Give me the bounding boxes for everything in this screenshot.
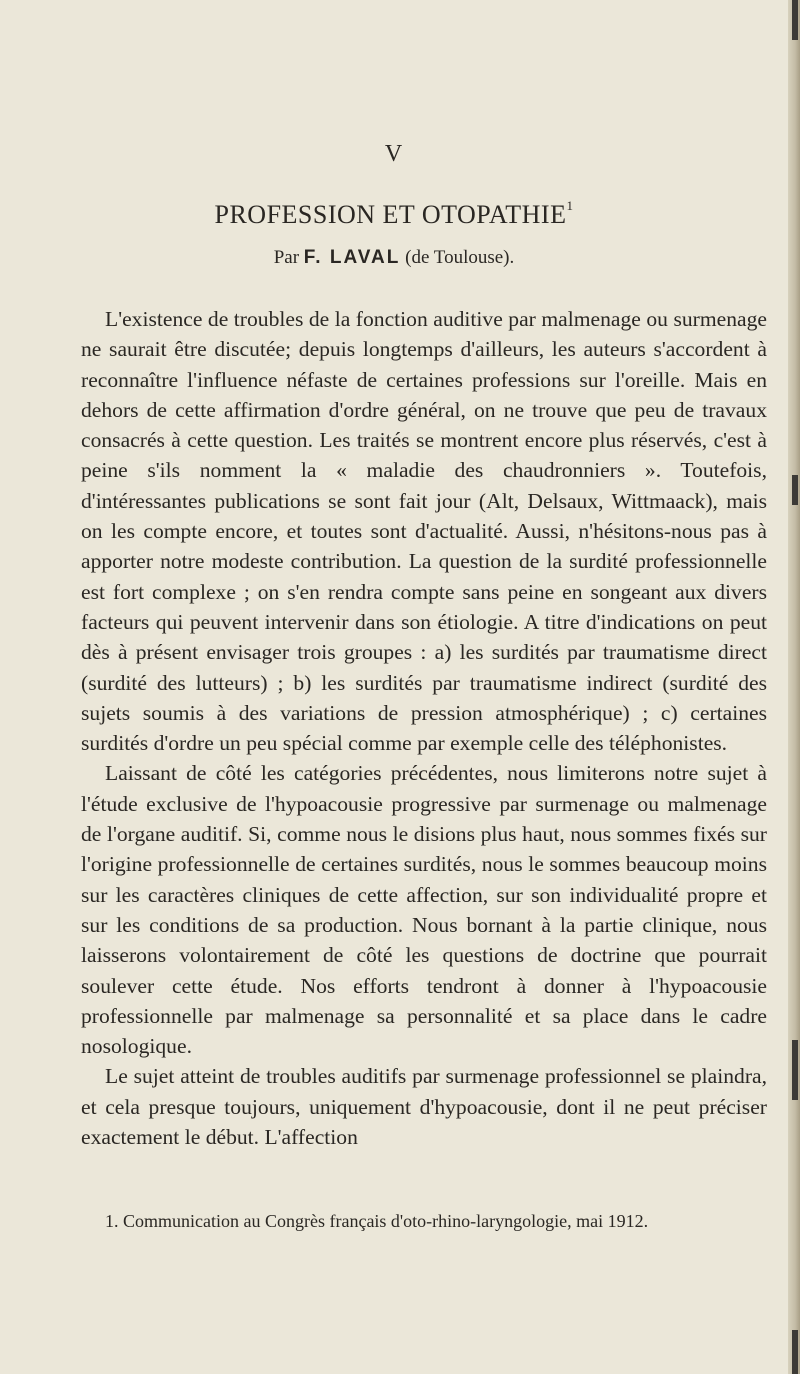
page-edge (788, 0, 800, 1374)
byline-prefix: Par (273, 247, 300, 268)
article-title (0, 200, 788, 230)
author-name: F. LAVAL (303, 247, 401, 268)
footnote-reference: 1 (566, 198, 574, 213)
edge-mark (792, 1040, 798, 1100)
paragraph: L'existence de troubles de la fonction auditive par malmenage ou surmenage ne saurait être discutée; depuis longtemps d'ailleurs, les auteurs s'accordent à reconnaître l'influence néfaste de certaines professions sur l'oreille. Mais en dehors de cette affirmation d'ordre général, on ne trouve que peu de travaux consacrés à cette question. Les traités se montrent encore plus réservés, c'est à peine s'ils nomment la « maladie des chaudronniers ». Toutefois, d'intéressantes publications se sont fait jour (Alt, Delsaux, Wittmaack), mais on les compte encore, et toutes sont d'actualité. Aussi, n'hésitons-nous pas à apporter notre modeste contribution. La question de la surdité professionnelle est fort complexe ; on s'en rendra compte sans peine en songeant aux divers facteurs qui peuvent intervenir dans son étiologie. A titre d'indications on peut dès à présent envisager trois groupes : a) les surdités par traumatisme direct (surdité des lutteurs) ; b) les surdités par traumatisme indirect (surdité des sujets soumis à des variations de pression atmosphérique) ; c) certaines surdités d'ordre un peu spécial comme par exemple celle des téléphonistes. (81, 307, 767, 756)
footnote: 1. Communication au Congrès français d'oto-rhino-laryngologie, mai 1912. (105, 1211, 649, 1231)
edge-mark (792, 1330, 798, 1374)
article-title-text: PROFESSION ET OTOPATHIE (214, 200, 567, 229)
edge-mark (792, 475, 798, 505)
byline (0, 247, 788, 269)
author-affiliation: (de Toulouse). (405, 247, 515, 268)
paragraph: Laissant de côté les catégories précédentes, nous limiterons notre sujet à l'étude exclusive de l'hypoacousie progressive par surmenage ou malmenage de l'organe auditif. Si, comme nous le disions plus haut, nous sommes fixés sur l'origine professionnelle de certaines surdités, nous le sommes beaucoup moins sur les caractères cliniques de cette affection, sur son individualité propre et sur les conditions de sa production. Nous bornant à la partie clinique, nous laisserons volontairement de côté les questions de doctrine que pourrait soulever cette étude. Nos efforts tendront à donner à l'hypoacousie professionnelle par malmenage sa personnalité et sa place dans le cadre nosologique. (81, 761, 767, 1059)
paragraph: Le sujet atteint de troubles auditifs par surmenage professionnel se plaindra, et cela presque toujours, uniquement d'hypoacousie, dont il ne peut préciser exactement le début. L'affection (81, 1064, 767, 1150)
article-body (81, 304, 767, 1152)
chapter-number: V (384, 141, 404, 167)
edge-mark (792, 0, 798, 40)
